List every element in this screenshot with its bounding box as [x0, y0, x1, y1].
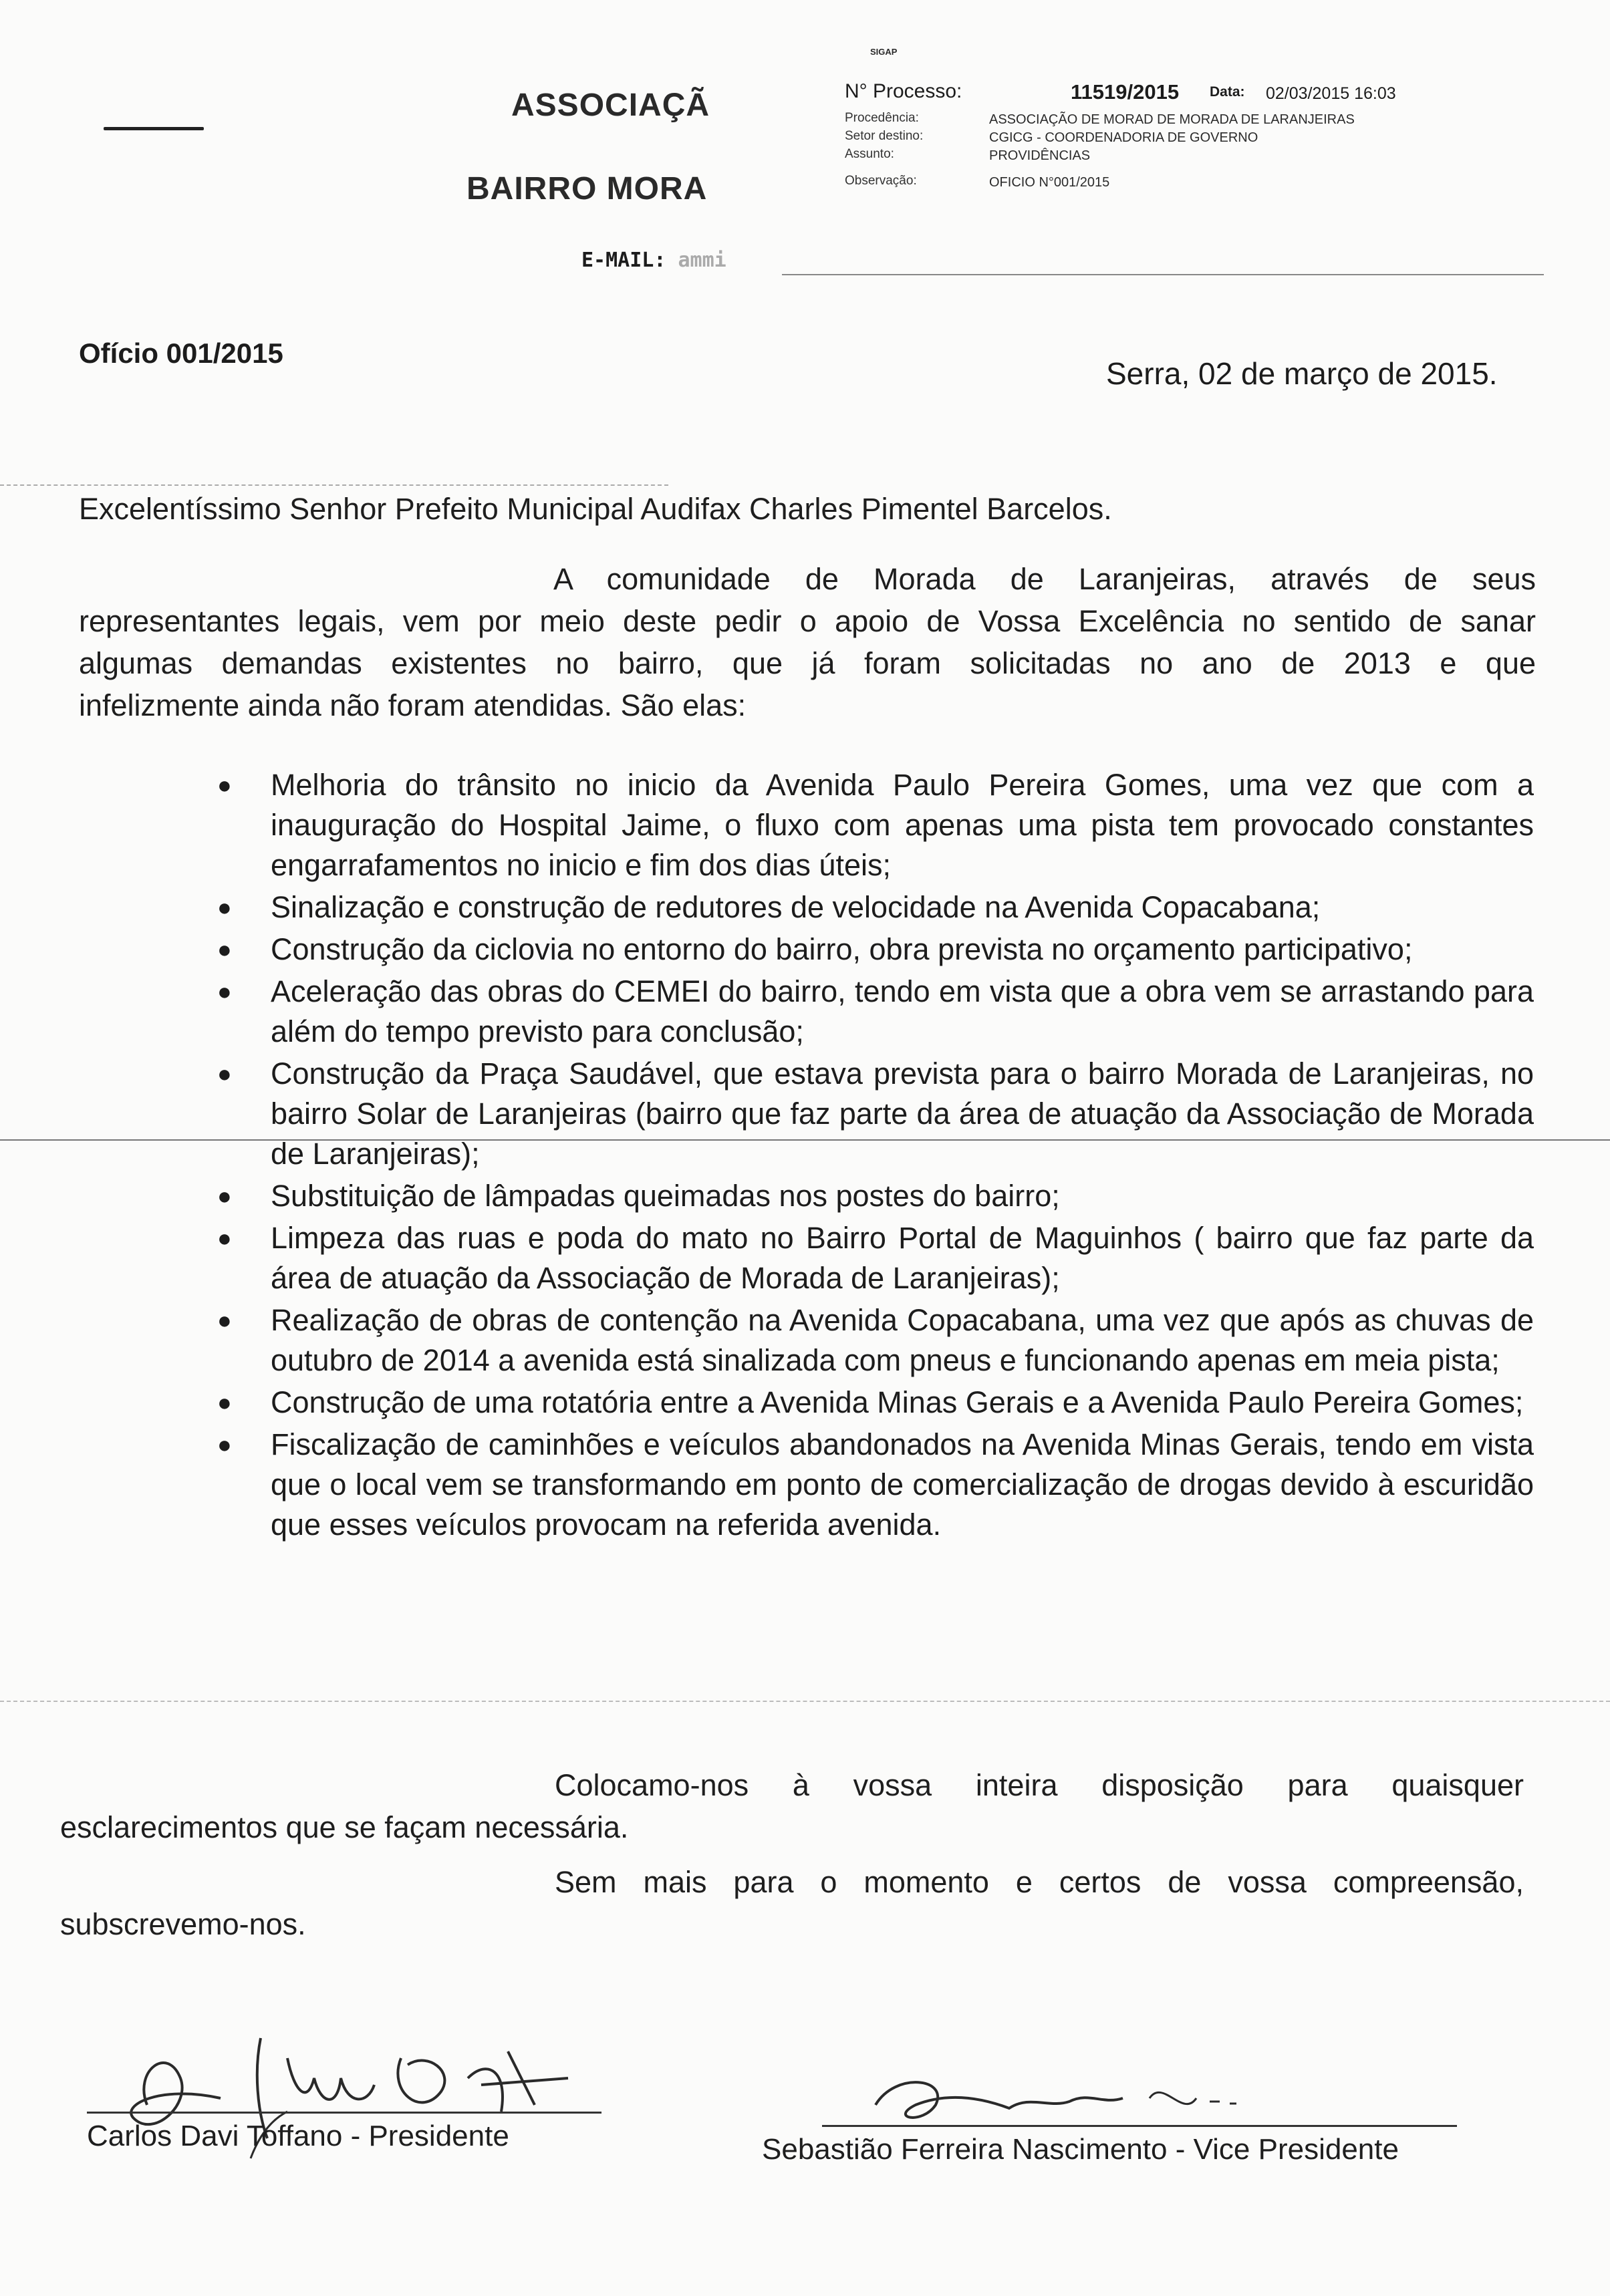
- closing-line: Colocamo-nos à vossa inteira disposição para quaisquer: [555, 1768, 1524, 1802]
- stamp-row-label: Procedência:: [845, 111, 919, 125]
- closing-paragraph-2: [60, 1861, 1524, 1945]
- list-item-text: Realização de obras de contenção na Avenida Copacabana, uma vez que após as chuvas de outubro de 2014 a avenida está sinalizada com pneus e funcionando apenas em meia pista;: [271, 1303, 1534, 1377]
- signature-vice-president-icon: [835, 2045, 1250, 2138]
- bullet-icon: ●: [217, 1306, 232, 1334]
- bullet-icon: ●: [217, 1060, 232, 1087]
- stamp-date-value: 02/03/2015 16:03: [1266, 84, 1396, 103]
- intro-paragraph: [79, 558, 1536, 726]
- email-value: ammi: [678, 249, 726, 272]
- bullet-icon: ●: [217, 893, 232, 921]
- protocol-stamp: [843, 40, 1478, 200]
- bullet-icon: ●: [217, 1389, 232, 1416]
- list-item-text: Sinalização e construção de redutores de velocidade na Avenida Copacabana;: [271, 890, 1321, 924]
- letter-place-date: Serra, 02 de março de 2015.: [1106, 356, 1498, 391]
- signature-name-president: Carlos Davi Toffano - Presidente: [87, 2120, 509, 2152]
- stamp-process-value: 11519/2015: [1071, 80, 1180, 104]
- demands-list: [217, 765, 1534, 1545]
- email-label: E-MAIL:: [581, 249, 666, 272]
- bullet-icon: ●: [217, 1431, 232, 1458]
- list-item: [217, 1383, 1534, 1423]
- scan-artifact-line: [0, 484, 668, 486]
- list-item-text: Fiscalização de caminhões e veículos abandonados na Avenida Minas Gerais, tendo em vista que o local vem se transformando em ponto de comercialização de drogas devido à escuridão que esses veículos provocam na referida avenida.: [271, 1427, 1534, 1542]
- letterhead-title-line1: ASSOCIAÇÃ: [511, 88, 710, 123]
- list-item: [217, 1425, 1534, 1545]
- list-item: [217, 972, 1534, 1052]
- stamp-row-value: PROVIDÊNCIAS: [989, 148, 1091, 163]
- list-item: [217, 1218, 1534, 1298]
- stamp-date-label: Data:: [1210, 84, 1245, 100]
- list-item: [217, 1300, 1534, 1381]
- list-item: [217, 1054, 1534, 1174]
- bullet-icon: ●: [217, 1224, 232, 1252]
- signature-line-vice-president: [822, 2125, 1457, 2127]
- list-item-text: Substituição de lâmpadas queimadas nos postes do bairro;: [271, 1179, 1060, 1213]
- stamp-row-label: Observação:: [845, 174, 917, 188]
- list-item: [217, 765, 1534, 885]
- intro-line: algumas demandas existentes no bairro, que já foram solicitadas no ano de 2013 e que: [79, 646, 1536, 680]
- bullet-icon: ●: [217, 1182, 232, 1209]
- list-item: [217, 929, 1534, 970]
- list-item-text: Construção da Praça Saudável, que estava prevista para o bairro Morada de Laranjeiras, no bairro Solar de Laranjeiras (bairro que faz parte da área de atuação da Associação de Morada de Laranjeiras);: [271, 1056, 1534, 1171]
- intro-line: A comunidade de Morada de Laranjeiras, através de seus: [553, 562, 1536, 596]
- closing-line: esclarecimentos que se façam necessária.: [60, 1810, 629, 1844]
- bullet-icon: ●: [217, 771, 232, 799]
- list-item-text: Melhoria do trânsito no inicio da Avenida Paulo Pereira Gomes, uma vez que com a inauguração do Hospital Jaime, o fluxo com apenas uma pista tem provocado constantes engarrafamentos no inicio e fim dos dias úteis;: [271, 768, 1534, 882]
- list-item-text: Construção da ciclovia no entorno do bairro, obra prevista no orçamento participativo;: [271, 932, 1413, 966]
- scan-mark-dash: [104, 127, 204, 130]
- stamp-system: SIGAP: [870, 47, 898, 57]
- stamp-row-label: Assunto:: [845, 147, 894, 161]
- letter-reference: Ofício 001/2015: [79, 337, 283, 369]
- bullet-icon: ●: [217, 978, 232, 1005]
- stamp-row-value: OFICIO N°001/2015: [989, 175, 1110, 190]
- closing-line: Sem mais para o momento e certos de vossa compreensão,: [555, 1865, 1524, 1899]
- list-item: [217, 887, 1534, 927]
- intro-line: representantes legais, vem por meio deste pedir o apoio de Vossa Excelência no sentido de sanar: [79, 604, 1536, 638]
- closing-paragraph-1: [60, 1764, 1524, 1848]
- letterhead-email: [581, 249, 726, 272]
- letter-salutation: Excelentíssimo Senhor Prefeito Municipal Audifax Charles Pimentel Barcelos.: [79, 492, 1112, 526]
- stamp-row-value: CGICG - COORDENADORIA DE GOVERNO: [989, 130, 1258, 145]
- letterhead-title-line2: BAIRRO MORA: [466, 171, 708, 206]
- stamp-row-value: ASSOCIAÇÃO DE MORAD DE MORADA DE LARANJEIRAS: [989, 112, 1355, 127]
- list-item-text: Construção de uma rotatória entre a Avenida Minas Gerais e a Avenida Paulo Pereira Gomes;: [271, 1385, 1524, 1419]
- signature-line-president: [87, 2112, 601, 2114]
- signature-name-vice-president: Sebastião Ferreira Nascimento - Vice Presidente: [762, 2133, 1399, 2166]
- scan-artifact-line: [0, 1701, 1610, 1702]
- closing-line: subscrevemo-nos.: [60, 1907, 306, 1941]
- bullet-icon: ●: [217, 936, 232, 963]
- intro-line: infelizmente ainda não foram atendidas. São elas:: [79, 688, 747, 722]
- email-underline: [782, 274, 1544, 275]
- list-item: [217, 1176, 1534, 1216]
- list-item-text: Aceleração das obras do CEMEI do bairro, tendo em vista que a obra vem se arrastando para além do tempo previsto para conclusão;: [271, 974, 1534, 1048]
- list-item-text: Limpeza das ruas e poda do mato no Bairro Portal de Maguinhos ( bairro que faz parte da área de atuação da Associação de Morada de Laranjeiras);: [271, 1221, 1534, 1295]
- stamp-row-label: Setor destino:: [845, 129, 924, 143]
- demands-list-wrap: [217, 765, 1534, 1547]
- stamp-process-label: N° Processo:: [845, 80, 962, 102]
